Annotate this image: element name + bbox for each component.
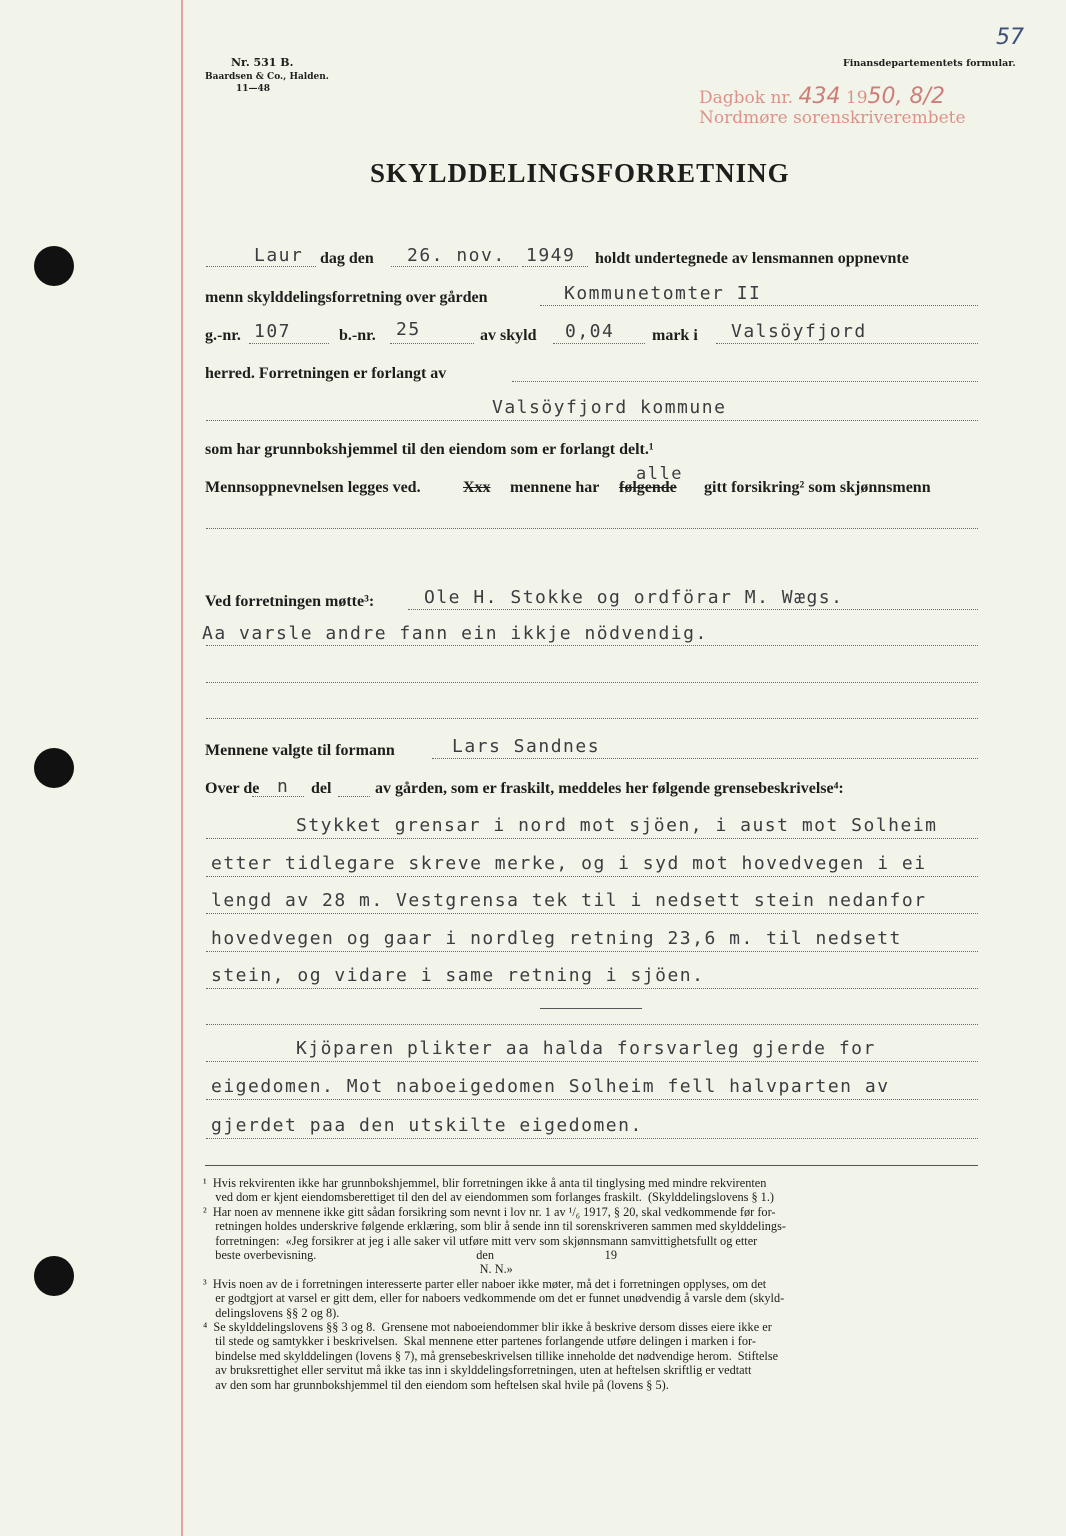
boundary-line-2: etter tidlegare skreve merke, og i syd mot hovedvegen i ei — [211, 853, 927, 874]
label-mennene-har: mennene har — [510, 479, 600, 496]
footnote-line: retningen holdes underskrive følgende erklæring, som blir å sende inn til sorenskriveren sammen med skylddelings- — [203, 1219, 786, 1234]
boundary-line-4: hovedvegen og gaar i nordleg retning 23,6 m. til nedsett — [211, 928, 902, 949]
diary-stamp-line1: Dagbok nr. 434 1950, 8/2 — [699, 84, 945, 109]
footnote-line: delingslovens §§ 2 og 8). — [203, 1305, 340, 1320]
form-number: Nr. 531 B. — [231, 56, 294, 69]
label-grunnbok: som har grunnbokshjemmel til den eiendom som er forlangt delt.¹ — [205, 441, 654, 458]
label-ved-forretningen: Ved forretningen møtte³: — [205, 593, 375, 610]
boundary-line-3: lengd av 28 m. Vestgrensa tek til i nedsett stein nedanfor — [211, 890, 927, 911]
label-mennsoppnevnelsen: Mennsoppnevnelsen legges ved. — [205, 479, 421, 496]
footnote-line: ved dom er kjent eiendomsberettiget til den del av eiendommen som forlanges fraskilt. (Skylddelingslovens § 1.) — [203, 1190, 774, 1205]
label-del: del — [311, 780, 332, 797]
struck-word: Xxx — [463, 479, 491, 496]
print-date: 11—48 — [236, 84, 271, 94]
document-title: SKYLDDELINGSFORRETNING — [370, 158, 790, 188]
label-bnr: b.-nr. — [339, 327, 376, 344]
diary-date: 8/2 — [909, 84, 945, 109]
diary-year: 50 — [867, 84, 896, 109]
attendees-value: Ole H. Stokke og ordförar M. Wægs. — [424, 587, 844, 608]
margin-line — [181, 0, 183, 1536]
footnote-line: ² Har noen av mennene ikke gitt sådan forsikring som nevnt i lov nr. 1 av ¹/₆ 1917, § 20, skal vedkommende før for- — [203, 1204, 776, 1219]
footnote-line: ⁴ Se skylddelingslovens §§ 3 og 8. Grensene mot naboeiendommer blir ikke å beskrive dersom disses eiere ikke er — [203, 1320, 772, 1335]
footnote-line: ¹ Hvis rekvirenten ikke har grunnbokshjemmel, blir forretningen ikke å anta til tinglysing med mindre rekvirenten — [203, 1176, 767, 1190]
page-number: 57 — [996, 25, 1024, 50]
label-mark: mark i — [652, 327, 698, 344]
weekday-value: Laur — [254, 245, 304, 266]
boundary-line-5: stein, og vidare i same retning i sjöen. — [211, 965, 705, 986]
footnote-line: beste overbevisning. den 19 — [203, 1248, 617, 1263]
footnotes — [203, 1176, 786, 1392]
footnote-line: av bruksrettighet eller servitut må ikke tas inn i skylddelingsforretningen, uten at heftelsen skriftlig er vedtatt — [203, 1363, 752, 1378]
footnote-line: bindelse med skylddelingen (lovens § 7), må grensebeskrivelsen tillike inneholde det nødvendige herom. Stiftelse — [203, 1348, 779, 1363]
footnote-rule — [205, 1165, 978, 1166]
label-herred: herred. Forretningen er forlangt av — [205, 365, 447, 382]
notice-value: Aa varsle andre fann ein ikkje nödvendig. — [202, 623, 708, 644]
label-skyld: av skyld — [480, 327, 537, 344]
year-value: 1949 — [526, 245, 576, 266]
requester-value: Valsöyfjord kommune — [492, 397, 727, 418]
printer-name: Baardsen & Co., Halden. — [205, 72, 329, 82]
boundary-line-1: Stykket grensar i nord mot sjöen, i aust mot Solheim — [296, 815, 938, 836]
municipality-value: Valsöyfjord — [731, 321, 867, 342]
bnr-value: 25 — [396, 319, 421, 340]
inserted-word: alle — [636, 464, 683, 484]
diary-number: 434 — [798, 84, 841, 109]
separator-rule — [540, 1008, 642, 1009]
fence-line-3: gjerdet paa den utskilte eigedomen. — [211, 1115, 643, 1136]
footnote-line: er godtgjort at varsel er gitt dem, eller for naboers vedkommende om det er funnet unødvendig å varsle dem (skyld- — [203, 1291, 785, 1306]
label-dag-den: dag den — [320, 250, 374, 267]
label-menn: menn skylddelingsforretning over gården — [205, 289, 488, 306]
footnote-line: N. N.» — [203, 1262, 513, 1277]
label-holdt: holdt undertegnede av lensmannen oppnevnte — [595, 250, 909, 267]
label-gitt-forsikring: gitt forsikring² som skjønnsmenn — [704, 479, 931, 496]
gnr-value: 107 — [254, 321, 292, 342]
label-over-de: Over de — [205, 780, 260, 797]
punch-hole — [34, 246, 74, 286]
footnote-line: til stede og samtykker i beskrivelsen. Skal mennene etter partenes forlangende utføre delingen i marken i for- — [203, 1334, 756, 1349]
fence-line-2: eigedomen. Mot naboeigedomen Solheim fell halvparten av — [211, 1076, 890, 1097]
fence-line-1: Kjöparen plikter aa halda forsvarleg gjerde for — [296, 1038, 876, 1059]
footnote-line: ³ Hvis noen av de i forretningen interesserte parter eller naboer ikke møter, må det i forretningen opplyses, om det — [203, 1276, 767, 1291]
chairman-value: Lars Sandnes — [452, 736, 601, 757]
ministry-form: Finansdepartementets formular. — [843, 58, 1016, 69]
punch-hole — [34, 748, 74, 788]
label-grensebeskrivelse: av gården, som er fraskilt, meddeles her følgende grensebeskrivelse⁴: — [375, 780, 844, 797]
footnote-line: av den som har grunnbokshjemmel til den eiendom som heftelsen skal hvile på (lovens § 5). — [203, 1377, 669, 1392]
date-value: 26. nov. — [407, 245, 506, 266]
part-value: n — [277, 776, 290, 797]
diary-stamp-line2: Nordmøre sorenskriverembete — [699, 108, 966, 128]
skyld-value: 0,04 — [565, 321, 615, 342]
punch-hole — [34, 1256, 74, 1296]
footnote-line: forretningen: «Jeg forsikrer at jeg i alle saker vil utføre mitt verv som skjønnsmann samvittighetsfullt og etter — [203, 1233, 758, 1248]
struck-word-2: følgende — [619, 479, 677, 496]
label-gnr: g.-nr. — [205, 327, 241, 344]
label-formann: Mennene valgte til formann — [205, 742, 395, 759]
farm-value: Kommunetomter II — [564, 283, 762, 304]
